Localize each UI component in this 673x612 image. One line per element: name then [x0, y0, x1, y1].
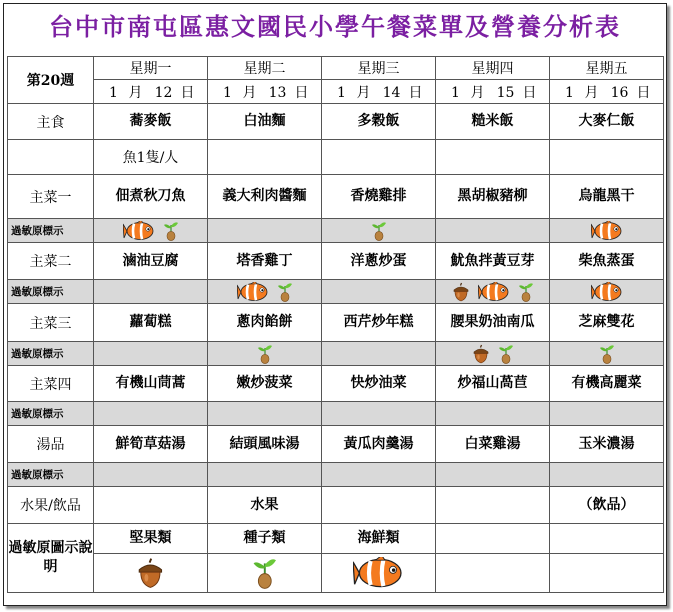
- allergen-cell: [322, 342, 436, 366]
- legend-icon-cell: [322, 554, 436, 593]
- date-day-unit: 日: [522, 84, 537, 101]
- table-row: [8, 463, 664, 487]
- table-row: [8, 524, 664, 554]
- date-month-unit: 月: [356, 84, 371, 101]
- table-row: [8, 140, 664, 175]
- day-date: [322, 80, 436, 104]
- main1-cell: 義大利肉醬麵: [208, 175, 322, 219]
- main3-cell: 芝麻雙花: [550, 304, 664, 342]
- row-label-allergen: 過敏原標示: [8, 463, 94, 487]
- table-row: [8, 280, 664, 304]
- fish-icon: [123, 221, 155, 241]
- date-month: 1: [223, 84, 232, 101]
- date-month: 1: [109, 84, 118, 101]
- day-name: 星期二: [208, 57, 322, 80]
- legend-empty: [550, 554, 664, 593]
- table-row: [8, 80, 664, 104]
- row-label-main1: 主菜一: [8, 175, 94, 219]
- row-label-fruit: 水果/飲品: [8, 487, 94, 524]
- allergen-cell: [550, 463, 664, 487]
- table-row: [8, 426, 664, 463]
- staple-note-cell: [208, 140, 322, 175]
- menu-document: [3, 3, 667, 606]
- fish-icon: [237, 282, 269, 302]
- main4-cell: 有機山茼蒿: [94, 366, 208, 402]
- staple-cell: 白油麵: [208, 104, 322, 140]
- date-day: 16: [610, 84, 629, 101]
- staple-note-cell: [436, 140, 550, 175]
- row-label-allergen: 過敏原標示: [8, 280, 94, 304]
- row-label-staple: 主食: [8, 104, 94, 140]
- legend-empty: [550, 524, 664, 554]
- nut-icon: [136, 557, 165, 589]
- row-label-allergen: 過敏原標示: [8, 219, 94, 243]
- staple-note-cell: 魚1隻/人: [94, 140, 208, 175]
- fruit-cell: [322, 487, 436, 524]
- fish-icon: [353, 557, 404, 589]
- legend-icon-cell: [208, 554, 322, 593]
- legend-empty: [436, 554, 550, 593]
- day-name: 星期三: [322, 57, 436, 80]
- legend-label: 種子類: [208, 524, 322, 554]
- date-day: 12: [154, 84, 173, 101]
- legend-title: 過敏原圖示說明: [8, 524, 94, 593]
- allergen-cell: [322, 402, 436, 426]
- allergen-cell: [550, 402, 664, 426]
- date-day-unit: 日: [294, 84, 309, 101]
- table-row: [8, 342, 664, 366]
- day-date: [94, 80, 208, 104]
- allergen-cell: [322, 219, 436, 243]
- legend-label: 海鮮類: [322, 524, 436, 554]
- main4-cell: 有機高麗菜: [550, 366, 664, 402]
- allergen-cell: [436, 402, 550, 426]
- main4-cell: 快炒油菜: [322, 366, 436, 402]
- table-row: [8, 366, 664, 402]
- main2-cell: 塔香雞丁: [208, 243, 322, 280]
- main2-cell: 魷魚拌黃豆芽: [436, 243, 550, 280]
- staple-cell: 蕎麥飯: [94, 104, 208, 140]
- fruit-cell: （飲品）: [550, 487, 664, 524]
- staple-cell: 多穀飯: [322, 104, 436, 140]
- date-month-unit: 月: [470, 84, 485, 101]
- fruit-cell: [436, 487, 550, 524]
- row-label-empty: [8, 140, 94, 175]
- seed-icon: [371, 221, 387, 241]
- date-day: 15: [496, 84, 515, 101]
- allergen-cell: [436, 342, 550, 366]
- soup-cell: 結頭風味湯: [208, 426, 322, 463]
- allergen-cell: [550, 280, 664, 304]
- day-name: 星期四: [436, 57, 550, 80]
- date-day-unit: 日: [636, 84, 651, 101]
- allergen-cell: [208, 463, 322, 487]
- row-label-allergen: 過敏原標示: [8, 342, 94, 366]
- day-date: [436, 80, 550, 104]
- day-date: [208, 80, 322, 104]
- seed-icon: [252, 557, 278, 589]
- week-label: 第20週: [8, 57, 94, 104]
- staple-note-cell: [322, 140, 436, 175]
- table-row: [8, 243, 664, 280]
- allergen-cell: [94, 219, 208, 243]
- legend-empty: [436, 524, 550, 554]
- date-month-unit: 月: [128, 84, 143, 101]
- row-label-main4: 主菜四: [8, 366, 94, 402]
- table-row: [8, 304, 664, 342]
- soup-cell: 鮮筍草菇湯: [94, 426, 208, 463]
- allergen-cell: [208, 219, 322, 243]
- main4-cell: 嫩炒菠菜: [208, 366, 322, 402]
- soup-cell: 白菜雞湯: [436, 426, 550, 463]
- allergen-cell: [208, 402, 322, 426]
- allergen-cell: [436, 280, 550, 304]
- fish-icon: [478, 282, 510, 302]
- main2-cell: 滷油豆腐: [94, 243, 208, 280]
- date-month-unit: 月: [242, 84, 257, 101]
- allergen-cell: [94, 342, 208, 366]
- main1-cell: 香燒雞排: [322, 175, 436, 219]
- seed-icon: [257, 344, 273, 364]
- row-label-soup: 湯品: [8, 426, 94, 463]
- legend-label: 堅果類: [94, 524, 208, 554]
- soup-cell: 玉米濃湯: [550, 426, 664, 463]
- soup-cell: 黃瓜肉羹湯: [322, 426, 436, 463]
- main4-cell: 炒福山萵苣: [436, 366, 550, 402]
- allergen-cell: [94, 402, 208, 426]
- staple-note-cell: [550, 140, 664, 175]
- date-day-unit: 日: [408, 84, 423, 101]
- main3-cell: 蘿蔔糕: [94, 304, 208, 342]
- allergen-cell: [550, 219, 664, 243]
- table-row: [8, 104, 664, 140]
- fish-icon: [591, 282, 623, 302]
- allergen-cell: [436, 463, 550, 487]
- main3-cell: 蔥肉餡餅: [208, 304, 322, 342]
- table-row: [8, 402, 664, 426]
- date-day-unit: 日: [180, 84, 195, 101]
- table-row: [8, 219, 664, 243]
- day-date: [550, 80, 664, 104]
- main2-cell: 洋蔥炒蛋: [322, 243, 436, 280]
- allergen-cell: [322, 280, 436, 304]
- legend-icon-cell: [94, 554, 208, 593]
- seed-icon: [498, 344, 514, 364]
- table-row: [8, 175, 664, 219]
- table-row: [8, 57, 664, 80]
- fruit-cell: [94, 487, 208, 524]
- main2-cell: 柴魚蒸蛋: [550, 243, 664, 280]
- allergen-cell: [208, 342, 322, 366]
- nut-icon: [472, 344, 490, 364]
- date-day: 13: [268, 84, 287, 101]
- allergen-cell: [436, 219, 550, 243]
- main3-cell: 西芹炒年糕: [322, 304, 436, 342]
- nut-icon: [452, 282, 470, 302]
- main1-cell: 烏龍黑干: [550, 175, 664, 219]
- table-row: [8, 554, 664, 593]
- seed-icon: [277, 282, 293, 302]
- seed-icon: [518, 282, 534, 302]
- date-month: 1: [451, 84, 460, 101]
- menu-table: [7, 56, 664, 593]
- seed-icon: [163, 221, 179, 241]
- date-month: 1: [565, 84, 574, 101]
- day-name: 星期一: [94, 57, 208, 80]
- row-label-allergen: 過敏原標示: [8, 402, 94, 426]
- allergen-cell: [322, 463, 436, 487]
- fruit-cell: 水果: [208, 487, 322, 524]
- date-day: 14: [382, 84, 401, 101]
- allergen-cell: [94, 280, 208, 304]
- page-title: 台中市南屯區惠文國民小學午餐菜單及營養分析表: [49, 12, 621, 41]
- fish-icon: [591, 221, 623, 241]
- date-month: 1: [337, 84, 346, 101]
- row-label-main2: 主菜二: [8, 243, 94, 280]
- allergen-cell: [550, 342, 664, 366]
- allergen-cell: [208, 280, 322, 304]
- main1-cell: 佃煮秋刀魚: [94, 175, 208, 219]
- table-row: [8, 487, 664, 524]
- staple-cell: 糙米飯: [436, 104, 550, 140]
- seed-icon: [599, 344, 615, 364]
- allergen-cell: [94, 463, 208, 487]
- main3-cell: 腰果奶油南瓜: [436, 304, 550, 342]
- staple-cell: 大麥仁飯: [550, 104, 664, 140]
- date-month-unit: 月: [584, 84, 599, 101]
- row-label-main3: 主菜三: [8, 304, 94, 342]
- main1-cell: 黑胡椒豬柳: [436, 175, 550, 219]
- day-name: 星期五: [550, 57, 664, 80]
